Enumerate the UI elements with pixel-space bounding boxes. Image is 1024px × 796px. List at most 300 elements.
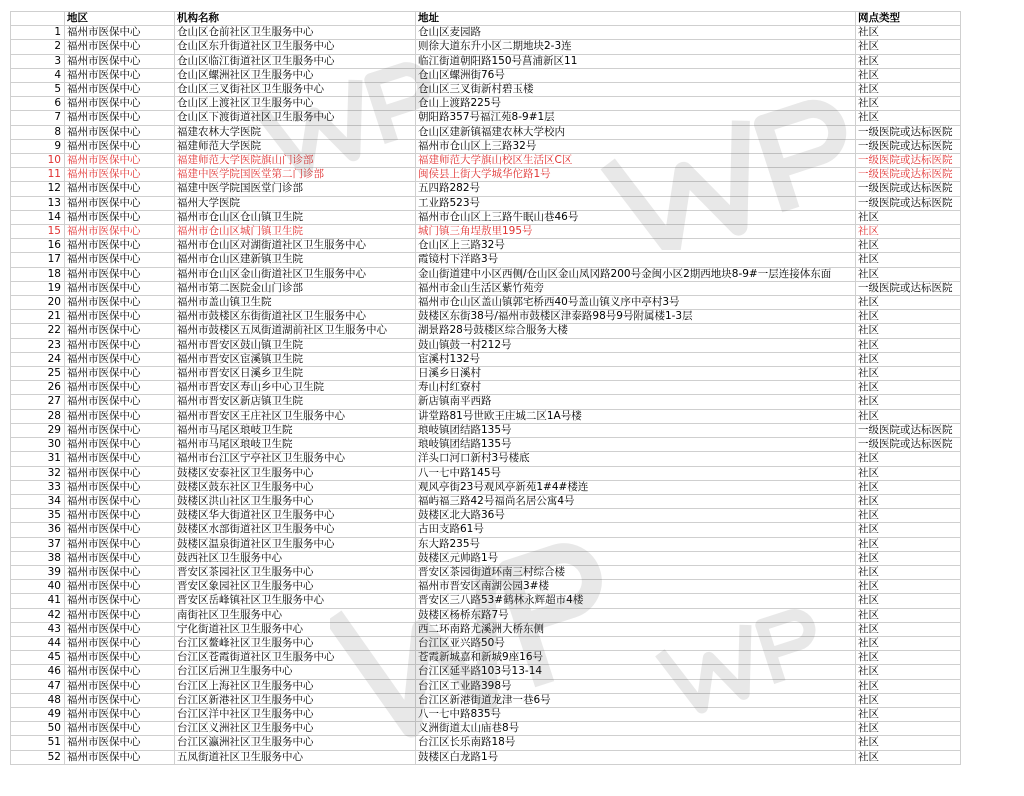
cell-institution[interactable]: 鼓楼区鼓东社区卫生服务中心 bbox=[175, 480, 416, 494]
cell-region[interactable]: 福州市医保中心 bbox=[65, 281, 175, 295]
cell-address[interactable]: 五四路282号 bbox=[416, 182, 856, 196]
cell-region[interactable]: 福州市医保中心 bbox=[65, 409, 175, 423]
cell-index[interactable]: 37 bbox=[11, 537, 65, 551]
cell-region[interactable]: 福州市医保中心 bbox=[65, 154, 175, 168]
cell-index[interactable]: 42 bbox=[11, 608, 65, 622]
cell-institution[interactable]: 台江区后洲卫生服务中心 bbox=[175, 665, 416, 679]
cell-type[interactable]: 一级医院或达标医院 bbox=[856, 125, 961, 139]
cell-address[interactable]: 讲堂路81号世欧王庄城二区1A号楼 bbox=[416, 409, 856, 423]
cell-institution[interactable]: 晋安区象园社区卫生服务中心 bbox=[175, 580, 416, 594]
cell-region[interactable]: 福州市医保中心 bbox=[65, 438, 175, 452]
cell-index[interactable]: 8 bbox=[11, 125, 65, 139]
cell-address[interactable]: 仓山区建新镇福建农林大学校内 bbox=[416, 125, 856, 139]
cell-type[interactable]: 一级医院或达标医院 bbox=[856, 139, 961, 153]
cell-type[interactable]: 社区 bbox=[856, 679, 961, 693]
table-row bbox=[11, 608, 961, 622]
cell-type[interactable]: 社区 bbox=[856, 693, 961, 707]
cell-type[interactable]: 社区 bbox=[856, 26, 961, 40]
cell-region[interactable]: 福州市医保中心 bbox=[65, 580, 175, 594]
header-address[interactable]: 地址 bbox=[416, 12, 856, 26]
cell-institution[interactable]: 福州市仓山区城门镇卫生院 bbox=[175, 225, 416, 239]
cell-address[interactable]: 鼓楼区白龙路1号 bbox=[416, 750, 856, 764]
cell-address[interactable]: 金山街道建中小区西侧/仓山区金山凤冈路200号金闽小区2期西地块8-9#一层连接体东面 bbox=[416, 267, 856, 281]
cell-region[interactable]: 福州市医保中心 bbox=[65, 537, 175, 551]
cell-type[interactable]: 社区 bbox=[856, 523, 961, 537]
cell-institution[interactable]: 福州市晋安区寿山乡中心卫生院 bbox=[175, 381, 416, 395]
cell-institution[interactable]: 福州市仓山区仓山镇卫生院 bbox=[175, 210, 416, 224]
cell-address[interactable]: 鼓楼区元帅路1号 bbox=[416, 551, 856, 565]
cell-address[interactable]: 东大路235号 bbox=[416, 537, 856, 551]
cell-index[interactable]: 44 bbox=[11, 636, 65, 650]
cell-institution[interactable]: 鼓楼区水部街道社区卫生服务中心 bbox=[175, 523, 416, 537]
cell-region[interactable]: 福州市医保中心 bbox=[65, 54, 175, 68]
cell-institution[interactable]: 福州市仓山区对湖街道社区卫生服务中心 bbox=[175, 239, 416, 253]
cell-region[interactable]: 福州市医保中心 bbox=[65, 296, 175, 310]
cell-region[interactable]: 福州市医保中心 bbox=[65, 125, 175, 139]
cell-type[interactable]: 社区 bbox=[856, 466, 961, 480]
table-header bbox=[11, 12, 961, 26]
cell-region[interactable]: 福州市医保中心 bbox=[65, 551, 175, 565]
cell-address[interactable]: 仓山上渡路225号 bbox=[416, 97, 856, 111]
cell-institution[interactable]: 福州市晋安区王庄社区卫生服务中心 bbox=[175, 409, 416, 423]
cell-index[interactable]: 31 bbox=[11, 452, 65, 466]
cell-type[interactable]: 社区 bbox=[856, 580, 961, 594]
cell-type[interactable]: 一级医院或达标医院 bbox=[856, 154, 961, 168]
cell-type[interactable]: 社区 bbox=[856, 253, 961, 267]
cell-institution[interactable]: 鼓楼区安泰社区卫生服务中心 bbox=[175, 466, 416, 480]
table-row bbox=[11, 551, 961, 565]
cell-institution[interactable]: 福州市晋安区新店镇卫生院 bbox=[175, 395, 416, 409]
cell-index[interactable]: 48 bbox=[11, 693, 65, 707]
cell-institution[interactable]: 五凤街道社区卫生服务中心 bbox=[175, 750, 416, 764]
cell-type[interactable]: 社区 bbox=[856, 480, 961, 494]
cell-institution[interactable]: 福州市第二医院金山门诊部 bbox=[175, 281, 416, 295]
cell-index[interactable]: 33 bbox=[11, 480, 65, 494]
cell-address[interactable]: 台江区新港街道龙津一巷6号 bbox=[416, 693, 856, 707]
cell-address[interactable]: 古田支路61号 bbox=[416, 523, 856, 537]
table-row bbox=[11, 423, 961, 437]
table-row bbox=[11, 651, 961, 665]
cell-institution[interactable]: 台江区洋中社区卫生服务中心 bbox=[175, 707, 416, 721]
cell-region[interactable]: 福州市医保中心 bbox=[65, 338, 175, 352]
cell-institution[interactable]: 宁化街道社区卫生服务中心 bbox=[175, 622, 416, 636]
cell-index[interactable]: 18 bbox=[11, 267, 65, 281]
cell-type[interactable]: 社区 bbox=[856, 97, 961, 111]
cell-region[interactable]: 福州市医保中心 bbox=[65, 239, 175, 253]
cell-address[interactable]: 西二环南路尤溪洲大桥东侧 bbox=[416, 622, 856, 636]
cell-index[interactable]: 46 bbox=[11, 665, 65, 679]
cell-address[interactable]: 福州市仓山区上三路32号 bbox=[416, 139, 856, 153]
cell-institution[interactable]: 福建师范大学医院 bbox=[175, 139, 416, 153]
cell-institution[interactable]: 台江区义洲社区卫生服务中心 bbox=[175, 722, 416, 736]
cell-region[interactable]: 福州市医保中心 bbox=[65, 267, 175, 281]
cell-type[interactable]: 社区 bbox=[856, 210, 961, 224]
cell-institution[interactable]: 鼓楼区华大街道社区卫生服务中心 bbox=[175, 509, 416, 523]
cell-address[interactable]: 霞镜村下洋路3号 bbox=[416, 253, 856, 267]
cell-index[interactable]: 35 bbox=[11, 509, 65, 523]
cell-address[interactable]: 义洲街道太山庙巷8号 bbox=[416, 722, 856, 736]
table-row bbox=[11, 310, 961, 324]
cell-index[interactable]: 50 bbox=[11, 722, 65, 736]
cell-address[interactable]: 八一七中路835号 bbox=[416, 707, 856, 721]
cell-institution[interactable]: 福建农林大学医院 bbox=[175, 125, 416, 139]
cell-institution[interactable]: 鼓楼区洪山社区卫生服务中心 bbox=[175, 494, 416, 508]
cell-region[interactable]: 福州市医保中心 bbox=[65, 466, 175, 480]
cell-institution[interactable]: 福州市盖山镇卫生院 bbox=[175, 296, 416, 310]
table-row bbox=[11, 707, 961, 721]
cell-region[interactable]: 福州市医保中心 bbox=[65, 97, 175, 111]
cell-address[interactable]: 琅岐镇团结路135号 bbox=[416, 438, 856, 452]
cell-index[interactable]: 27 bbox=[11, 395, 65, 409]
cell-type[interactable]: 社区 bbox=[856, 54, 961, 68]
cell-region[interactable]: 福州市医保中心 bbox=[65, 83, 175, 97]
header-index[interactable] bbox=[11, 12, 65, 26]
cell-type[interactable]: 一级医院或达标医院 bbox=[856, 168, 961, 182]
cell-region[interactable]: 福州市医保中心 bbox=[65, 665, 175, 679]
cell-institution[interactable]: 福建师范大学医院旗山门诊部 bbox=[175, 154, 416, 168]
cell-address[interactable]: 城门镇三角埕敖里195号 bbox=[416, 225, 856, 239]
cell-index[interactable]: 19 bbox=[11, 281, 65, 295]
cell-index[interactable]: 9 bbox=[11, 139, 65, 153]
cell-type[interactable]: 社区 bbox=[856, 381, 961, 395]
cell-address[interactable]: 福州市仓山区上三路牛眠山巷46号 bbox=[416, 210, 856, 224]
cell-institution[interactable]: 台江区苍霞街道社区卫生服务中心 bbox=[175, 651, 416, 665]
cell-type[interactable]: 社区 bbox=[856, 651, 961, 665]
cell-address[interactable]: 洋头口河口新村3号楼底 bbox=[416, 452, 856, 466]
cell-index[interactable]: 3 bbox=[11, 54, 65, 68]
table-row bbox=[11, 281, 961, 295]
cell-institution[interactable]: 福州市马尾区琅岐卫生院 bbox=[175, 438, 416, 452]
cell-region[interactable]: 福州市医保中心 bbox=[65, 367, 175, 381]
cell-index[interactable]: 34 bbox=[11, 494, 65, 508]
cell-institution[interactable]: 福建中医学院国医堂门诊部 bbox=[175, 182, 416, 196]
cell-index[interactable]: 1 bbox=[11, 26, 65, 40]
cell-region[interactable]: 福州市医保中心 bbox=[65, 679, 175, 693]
cell-type[interactable]: 社区 bbox=[856, 636, 961, 650]
table-row bbox=[11, 182, 961, 196]
cell-index[interactable]: 15 bbox=[11, 225, 65, 239]
cell-type[interactable]: 社区 bbox=[856, 267, 961, 281]
cell-type[interactable]: 社区 bbox=[856, 296, 961, 310]
cell-index[interactable]: 30 bbox=[11, 438, 65, 452]
cell-address[interactable]: 鼓楼区杨桥东路7号 bbox=[416, 608, 856, 622]
cell-type[interactable]: 社区 bbox=[856, 707, 961, 721]
header-region[interactable]: 地区 bbox=[65, 12, 175, 26]
cell-type[interactable]: 社区 bbox=[856, 736, 961, 750]
cell-institution[interactable]: 仓山区螺洲社区卫生服务中心 bbox=[175, 68, 416, 82]
cell-region[interactable]: 福州市医保中心 bbox=[65, 139, 175, 153]
cell-region[interactable]: 福州市医保中心 bbox=[65, 509, 175, 523]
cell-region[interactable]: 福州市医保中心 bbox=[65, 253, 175, 267]
cell-type[interactable]: 社区 bbox=[856, 40, 961, 54]
cell-index[interactable]: 10 bbox=[11, 154, 65, 168]
cell-institution[interactable]: 鼓楼区温泉街道社区卫生服务中心 bbox=[175, 537, 416, 551]
cell-institution[interactable]: 仓山区东升街道社区卫生服务中心 bbox=[175, 40, 416, 54]
cell-index[interactable]: 28 bbox=[11, 409, 65, 423]
cell-address[interactable]: 临江街道朝阳路150号菖浦新区11 bbox=[416, 54, 856, 68]
cell-type[interactable]: 一级医院或达标医院 bbox=[856, 423, 961, 437]
cell-region[interactable]: 福州市医保中心 bbox=[65, 608, 175, 622]
cell-type[interactable]: 社区 bbox=[856, 352, 961, 366]
cell-type[interactable]: 社区 bbox=[856, 565, 961, 579]
table-row bbox=[11, 68, 961, 82]
cell-index[interactable]: 6 bbox=[11, 97, 65, 111]
cell-index[interactable]: 25 bbox=[11, 367, 65, 381]
cell-address[interactable]: 仓山区螺洲街76号 bbox=[416, 68, 856, 82]
cell-type[interactable]: 社区 bbox=[856, 608, 961, 622]
cell-index[interactable]: 41 bbox=[11, 594, 65, 608]
cell-type[interactable]: 社区 bbox=[856, 594, 961, 608]
cell-index[interactable]: 22 bbox=[11, 324, 65, 338]
cell-address[interactable]: 台江区长乐南路18号 bbox=[416, 736, 856, 750]
cell-type[interactable]: 社区 bbox=[856, 452, 961, 466]
cell-region[interactable]: 福州市医保中心 bbox=[65, 310, 175, 324]
cell-address[interactable]: 工业路523号 bbox=[416, 196, 856, 210]
cell-type[interactable]: 一级医院或达标医院 bbox=[856, 281, 961, 295]
cell-region[interactable]: 福州市医保中心 bbox=[65, 423, 175, 437]
cell-region[interactable]: 福州市医保中心 bbox=[65, 352, 175, 366]
cell-type[interactable]: 社区 bbox=[856, 111, 961, 125]
cell-address[interactable]: 鼓楼区北大路36号 bbox=[416, 509, 856, 523]
cell-type[interactable]: 社区 bbox=[856, 509, 961, 523]
table-row bbox=[11, 693, 961, 707]
cell-region[interactable]: 福州市医保中心 bbox=[65, 722, 175, 736]
cell-address[interactable]: 仓山区上三路32号 bbox=[416, 239, 856, 253]
cell-region[interactable]: 福州市医保中心 bbox=[65, 636, 175, 650]
cell-index[interactable]: 45 bbox=[11, 651, 65, 665]
table-row bbox=[11, 239, 961, 253]
cell-address[interactable]: 晋安区茶园街道环南三村综合楼 bbox=[416, 565, 856, 579]
cell-address[interactable]: 福州市晋安区南湖公园3#楼 bbox=[416, 580, 856, 594]
table-row bbox=[11, 338, 961, 352]
header-type[interactable]: 网点类型 bbox=[856, 12, 961, 26]
cell-region[interactable]: 福州市医保中心 bbox=[65, 736, 175, 750]
table-row bbox=[11, 225, 961, 239]
cell-region[interactable]: 福州市医保中心 bbox=[65, 381, 175, 395]
cell-address[interactable]: 台江区亚兴路50号 bbox=[416, 636, 856, 650]
cell-region[interactable]: 福州市医保中心 bbox=[65, 452, 175, 466]
cell-index[interactable]: 43 bbox=[11, 622, 65, 636]
cell-index[interactable]: 14 bbox=[11, 210, 65, 224]
cell-type[interactable]: 社区 bbox=[856, 68, 961, 82]
cell-address[interactable]: 鼓楼区东街38号/福州市鼓楼区津泰路98号9号附属楼1-3层 bbox=[416, 310, 856, 324]
cell-institution[interactable]: 福建中医学院国医堂第二门诊部 bbox=[175, 168, 416, 182]
cell-index[interactable]: 36 bbox=[11, 523, 65, 537]
cell-address[interactable]: 寿山村红寮村 bbox=[416, 381, 856, 395]
cell-index[interactable]: 23 bbox=[11, 338, 65, 352]
cell-address[interactable]: 日溪乡日溪村 bbox=[416, 367, 856, 381]
cell-region[interactable]: 福州市医保中心 bbox=[65, 68, 175, 82]
cell-address[interactable]: 琅岐镇团结路135号 bbox=[416, 423, 856, 437]
table-row bbox=[11, 523, 961, 537]
cell-index[interactable]: 11 bbox=[11, 168, 65, 182]
cell-institution[interactable]: 仓山区下渡街道社区卫生服务中心 bbox=[175, 111, 416, 125]
cell-index[interactable]: 29 bbox=[11, 423, 65, 437]
cell-type[interactable]: 社区 bbox=[856, 494, 961, 508]
cell-region[interactable]: 福州市医保中心 bbox=[65, 480, 175, 494]
table-row bbox=[11, 750, 961, 764]
cell-region[interactable]: 福州市医保中心 bbox=[65, 523, 175, 537]
cell-index[interactable]: 4 bbox=[11, 68, 65, 82]
cell-type[interactable]: 社区 bbox=[856, 367, 961, 381]
cell-index[interactable]: 7 bbox=[11, 111, 65, 125]
cell-region[interactable]: 福州市医保中心 bbox=[65, 707, 175, 721]
cell-address[interactable]: 湖景路28号鼓楼区综合服务大楼 bbox=[416, 324, 856, 338]
cell-index[interactable]: 32 bbox=[11, 466, 65, 480]
cell-address[interactable]: 仓山区麦园路 bbox=[416, 26, 856, 40]
cell-address[interactable]: 朝阳路357号福江苑8-9#1层 bbox=[416, 111, 856, 125]
cell-institution[interactable]: 台江区新港社区卫生服务中心 bbox=[175, 693, 416, 707]
table-row bbox=[11, 40, 961, 54]
table-row bbox=[11, 139, 961, 153]
table-row bbox=[11, 210, 961, 224]
cell-region[interactable]: 福州市医保中心 bbox=[65, 111, 175, 125]
cell-institution[interactable]: 台江区瀛洲社区卫生服务中心 bbox=[175, 736, 416, 750]
cell-type[interactable]: 社区 bbox=[856, 750, 961, 764]
table-row bbox=[11, 324, 961, 338]
cell-region[interactable]: 福州市医保中心 bbox=[65, 750, 175, 764]
table-row bbox=[11, 154, 961, 168]
cell-type[interactable]: 社区 bbox=[856, 324, 961, 338]
cell-institution[interactable]: 南街社区卫生服务中心 bbox=[175, 608, 416, 622]
cell-region[interactable]: 福州市医保中心 bbox=[65, 225, 175, 239]
cell-institution[interactable]: 台江区鳌峰社区卫生服务中心 bbox=[175, 636, 416, 650]
table-row bbox=[11, 111, 961, 125]
cell-index[interactable]: 17 bbox=[11, 253, 65, 267]
cell-region[interactable]: 福州市医保中心 bbox=[65, 622, 175, 636]
cell-institution[interactable]: 晋安区岳峰镇社区卫生服务中心 bbox=[175, 594, 416, 608]
cell-index[interactable]: 49 bbox=[11, 707, 65, 721]
cell-index[interactable]: 52 bbox=[11, 750, 65, 764]
cell-region[interactable]: 福州市医保中心 bbox=[65, 693, 175, 707]
cell-index[interactable]: 38 bbox=[11, 551, 65, 565]
cell-address[interactable]: 晋安区三八路53#鹤林永辉超市4楼 bbox=[416, 594, 856, 608]
cell-address[interactable]: 观风亭街23号观风亭新苑1#4#楼连 bbox=[416, 480, 856, 494]
table-row bbox=[11, 636, 961, 650]
cell-index[interactable]: 12 bbox=[11, 182, 65, 196]
cell-type[interactable]: 社区 bbox=[856, 338, 961, 352]
cell-address[interactable]: 闽侯县上街大学城华佗路1号 bbox=[416, 168, 856, 182]
cell-index[interactable]: 47 bbox=[11, 679, 65, 693]
table-body bbox=[11, 26, 961, 765]
cell-address[interactable]: 宦溪村132号 bbox=[416, 352, 856, 366]
cell-institution[interactable]: 福州市仓山区金山街道社区卫生服务中心 bbox=[175, 267, 416, 281]
cell-region[interactable]: 福州市医保中心 bbox=[65, 196, 175, 210]
cell-index[interactable]: 5 bbox=[11, 83, 65, 97]
cell-region[interactable]: 福州市医保中心 bbox=[65, 494, 175, 508]
cell-institution[interactable]: 福州大学医院 bbox=[175, 196, 416, 210]
cell-type[interactable]: 一级医院或达标医院 bbox=[856, 196, 961, 210]
cell-type[interactable]: 社区 bbox=[856, 537, 961, 551]
cell-type[interactable]: 一级医院或达标医院 bbox=[856, 182, 961, 196]
cell-address[interactable]: 则徐大道东升小区二期地块2-3连 bbox=[416, 40, 856, 54]
cell-index[interactable]: 16 bbox=[11, 239, 65, 253]
table-row bbox=[11, 722, 961, 736]
table-row bbox=[11, 296, 961, 310]
cell-institution[interactable]: 福州市仓山区建新镇卫生院 bbox=[175, 253, 416, 267]
cell-index[interactable]: 26 bbox=[11, 381, 65, 395]
cell-institution[interactable]: 仓山区临江街道社区卫生服务中心 bbox=[175, 54, 416, 68]
cell-institution[interactable]: 晋安区茶园社区卫生服务中心 bbox=[175, 565, 416, 579]
cell-region[interactable]: 福州市医保中心 bbox=[65, 651, 175, 665]
cell-type[interactable]: 社区 bbox=[856, 83, 961, 97]
cell-address[interactable]: 福建师范大学旗山校区生活区C区 bbox=[416, 154, 856, 168]
cell-index[interactable]: 39 bbox=[11, 565, 65, 579]
cell-type[interactable]: 社区 bbox=[856, 395, 961, 409]
cell-institution[interactable]: 仓山区仓前社区卫生服务中心 bbox=[175, 26, 416, 40]
cell-type[interactable]: 社区 bbox=[856, 622, 961, 636]
cell-institution[interactable]: 台江区上海社区卫生服务中心 bbox=[175, 679, 416, 693]
table-row bbox=[11, 509, 961, 523]
table-row bbox=[11, 679, 961, 693]
table-row bbox=[11, 494, 961, 508]
cell-address[interactable]: 台江区工业路398号 bbox=[416, 679, 856, 693]
cell-institution[interactable]: 鼓西社区卫生服务中心 bbox=[175, 551, 416, 565]
cell-region[interactable]: 福州市医保中心 bbox=[65, 324, 175, 338]
cell-index[interactable]: 24 bbox=[11, 352, 65, 366]
cell-region[interactable]: 福州市医保中心 bbox=[65, 26, 175, 40]
cell-type[interactable]: 社区 bbox=[856, 409, 961, 423]
cell-region[interactable]: 福州市医保中心 bbox=[65, 395, 175, 409]
cell-address[interactable]: 福屿福三路42号福尚名居公寓4号 bbox=[416, 494, 856, 508]
cell-institution[interactable]: 仓山区上渡社区卫生服务中心 bbox=[175, 97, 416, 111]
cell-type[interactable]: 社区 bbox=[856, 665, 961, 679]
cell-institution[interactable]: 福州市台江区宁亭社区卫生服务中心 bbox=[175, 452, 416, 466]
header-institution[interactable]: 机构名称 bbox=[175, 12, 416, 26]
cell-region[interactable]: 福州市医保中心 bbox=[65, 210, 175, 224]
cell-institution[interactable]: 福州市马尾区琅岐卫生院 bbox=[175, 423, 416, 437]
cell-index[interactable]: 2 bbox=[11, 40, 65, 54]
cell-address[interactable]: 仓山区三叉街新村碧玉楼 bbox=[416, 83, 856, 97]
cell-region[interactable]: 福州市医保中心 bbox=[65, 594, 175, 608]
cell-type[interactable]: 一级医院或达标医院 bbox=[856, 438, 961, 452]
cell-address[interactable]: 台江区延平路103号13-14 bbox=[416, 665, 856, 679]
header-row bbox=[11, 12, 961, 26]
cell-index[interactable]: 20 bbox=[11, 296, 65, 310]
cell-institution[interactable]: 仓山区三叉街社区卫生服务中心 bbox=[175, 83, 416, 97]
cell-type[interactable]: 社区 bbox=[856, 722, 961, 736]
cell-type[interactable]: 社区 bbox=[856, 310, 961, 324]
cell-address[interactable]: 新店镇南平西路 bbox=[416, 395, 856, 409]
cell-address[interactable]: 福州市金山生活区紫竹苑旁 bbox=[416, 281, 856, 295]
table-row bbox=[11, 395, 961, 409]
cell-index[interactable]: 40 bbox=[11, 580, 65, 594]
cell-institution[interactable]: 福州市晋安区鼓山镇卫生院 bbox=[175, 338, 416, 352]
cell-type[interactable]: 社区 bbox=[856, 225, 961, 239]
cell-region[interactable]: 福州市医保中心 bbox=[65, 40, 175, 54]
cell-region[interactable]: 福州市医保中心 bbox=[65, 565, 175, 579]
cell-institution[interactable]: 福州市鼓楼区东街街道社区卫生服务中心 bbox=[175, 310, 416, 324]
cell-index[interactable]: 51 bbox=[11, 736, 65, 750]
table-row bbox=[11, 622, 961, 636]
cell-region[interactable]: 福州市医保中心 bbox=[65, 168, 175, 182]
cell-address[interactable]: 鼓山镇鼓一村212号 bbox=[416, 338, 856, 352]
cell-address[interactable]: 福州市仓山区盖山镇郭宅桥西40号盖山镇义序中亭村3号 bbox=[416, 296, 856, 310]
cell-type[interactable]: 社区 bbox=[856, 239, 961, 253]
cell-index[interactable]: 13 bbox=[11, 196, 65, 210]
table-row bbox=[11, 438, 961, 452]
cell-type[interactable]: 社区 bbox=[856, 551, 961, 565]
cell-institution[interactable]: 福州市鼓楼区五凤街道湖前社区卫生服务中心 bbox=[175, 324, 416, 338]
cell-index[interactable]: 21 bbox=[11, 310, 65, 324]
table-row bbox=[11, 97, 961, 111]
cell-institution[interactable]: 福州市晋安区日溪乡卫生院 bbox=[175, 367, 416, 381]
table-row bbox=[11, 168, 961, 182]
cell-institution[interactable]: 福州市晋安区宦溪镇卫生院 bbox=[175, 352, 416, 366]
cell-address[interactable]: 八一七中路145号 bbox=[416, 466, 856, 480]
cell-address[interactable]: 苍霞新城嘉和新城9座16号 bbox=[416, 651, 856, 665]
cell-region[interactable]: 福州市医保中心 bbox=[65, 182, 175, 196]
